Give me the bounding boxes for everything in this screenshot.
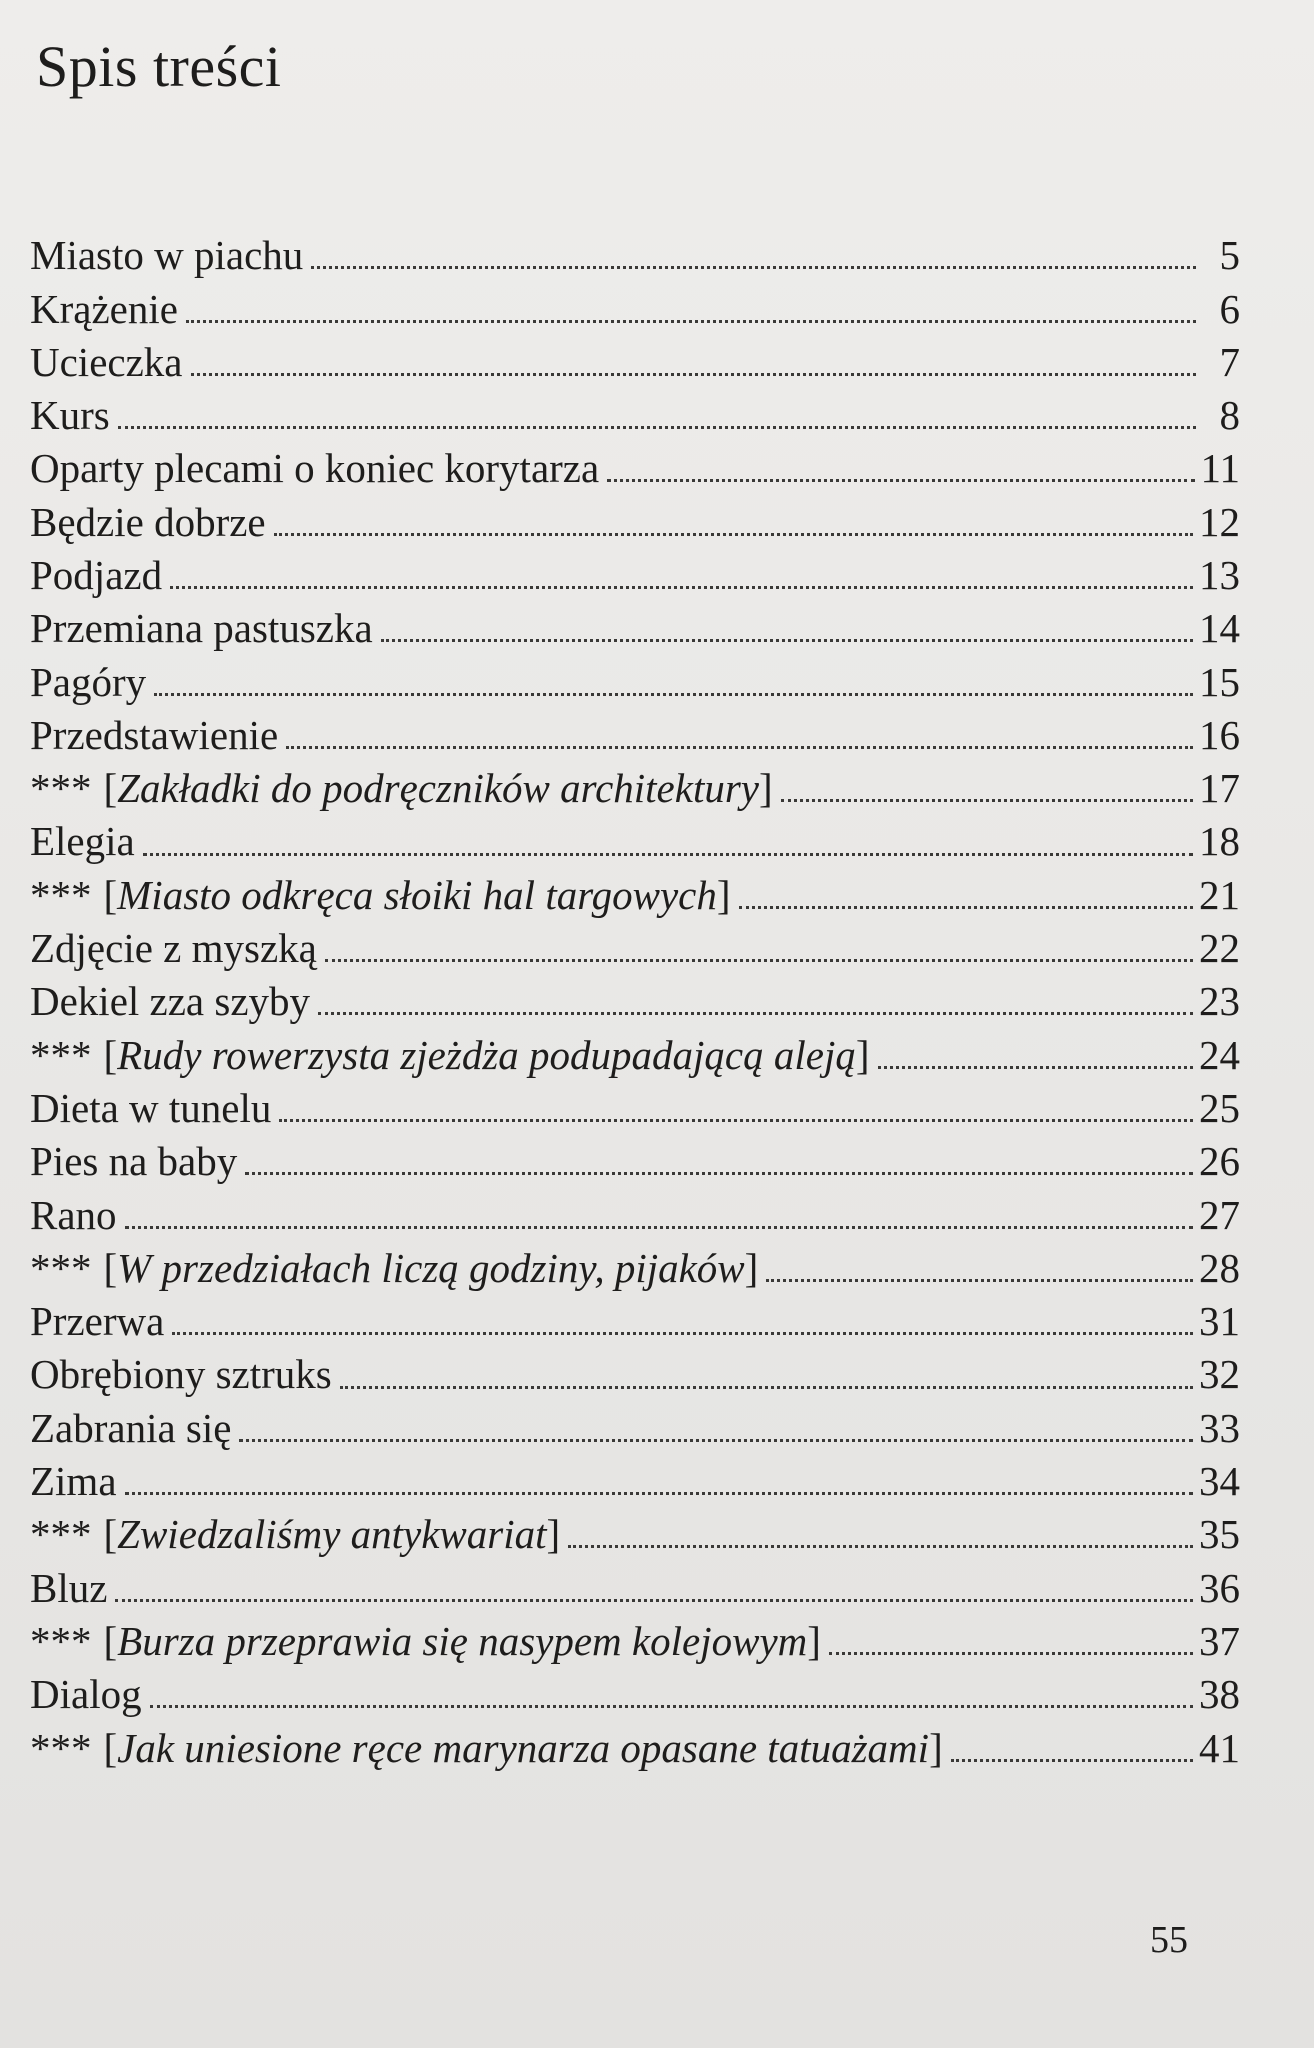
toc-entry-page: 12 (1199, 498, 1240, 545)
dot-leader (186, 320, 1196, 323)
toc-entry-title-text: Miasto odkręca słoiki hal targowych (117, 871, 717, 918)
dot-leader (381, 639, 1193, 642)
toc-entry-title: *** [Miasto odkręca słoiki hal targowych] (30, 871, 731, 918)
dot-leader (274, 533, 1193, 536)
toc-entry (30, 1024, 1240, 1077)
toc-entry-title: *** [W przedziałach liczą godziny, pijaków] (30, 1244, 759, 1291)
toc-entry-page: 21 (1199, 871, 1240, 918)
toc-entry-page: 17 (1199, 765, 1240, 812)
toc-entry-title: *** [Rudy rowerzysta zjeżdża podupadającą aleją] (30, 1031, 870, 1078)
toc-entry-page: 5 (1219, 232, 1240, 279)
toc-entry-title: Zima (30, 1458, 117, 1505)
toc-entry-title: *** [Jak uniesione ręce marynarza opasane tatuażami] (30, 1724, 943, 1771)
toc-entry-title: Przedstawienie (30, 711, 279, 758)
dot-leader (878, 1066, 1193, 1069)
toc-entry-page: 22 (1199, 925, 1240, 972)
toc-entry-page: 26 (1199, 1138, 1240, 1185)
dot-leader (325, 959, 1193, 962)
toc-entry (30, 1611, 1240, 1664)
dot-leader (239, 1439, 1193, 1442)
toc-entry-title: *** [Burza przeprawia się nasypem kolejowym] (30, 1617, 821, 1664)
toc-entry-title: Pagóry (30, 658, 147, 705)
table-of-contents (30, 225, 1240, 1771)
toc-entry (30, 1238, 1240, 1291)
dot-leader (286, 746, 1193, 749)
toc-entry (30, 491, 1240, 544)
toc-entry (30, 1557, 1240, 1610)
toc-entry-title: Pies na baby (30, 1138, 238, 1185)
toc-entry-page: 27 (1199, 1191, 1240, 1238)
dot-leader (154, 693, 1193, 696)
toc-entry-page: 15 (1199, 658, 1240, 705)
toc-entry (30, 225, 1240, 278)
toc-entry (30, 758, 1240, 811)
dot-leader (143, 853, 1193, 856)
toc-entry-title: Rano (30, 1191, 117, 1238)
toc-entry-title: Dialog (30, 1671, 142, 1718)
toc-entry-title: Krążenie (30, 285, 178, 332)
dot-leader (118, 426, 1196, 429)
untitled-marker: *** (30, 1511, 92, 1558)
toc-entry-page: 36 (1199, 1564, 1240, 1611)
toc-entry-title: *** [Zakładki do podręczników architektury] (30, 765, 773, 812)
toc-entry-title: Zabrania się (30, 1404, 232, 1451)
toc-entry-page: 24 (1199, 1031, 1240, 1078)
untitled-marker: *** (30, 1724, 92, 1771)
toc-entry-title: Miasto w piachu (30, 232, 304, 279)
untitled-marker: *** (30, 1244, 92, 1291)
toc-entry-page: 11 (1200, 445, 1240, 492)
dot-leader (781, 799, 1193, 802)
toc-entry-title: Obrębiony sztruks (30, 1351, 332, 1398)
dot-leader (568, 1545, 1193, 1548)
toc-entry (30, 1717, 1240, 1770)
dot-leader (311, 266, 1196, 269)
toc-entry-page: 38 (1199, 1671, 1240, 1718)
dot-leader (340, 1386, 1193, 1389)
toc-entry-page: 34 (1199, 1458, 1240, 1505)
toc-entry (30, 865, 1240, 918)
untitled-marker: *** (30, 1031, 92, 1078)
toc-entry-title: Będzie dobrze (30, 498, 266, 545)
untitled-marker: *** (30, 765, 92, 812)
dot-leader (191, 373, 1197, 376)
dot-leader (125, 1226, 1193, 1229)
toc-entry-page: 41 (1199, 1724, 1240, 1771)
untitled-marker: *** (30, 871, 92, 918)
toc-entry (30, 545, 1240, 598)
dot-leader (607, 479, 1194, 482)
toc-entry (30, 971, 1240, 1024)
dot-leader (245, 1172, 1193, 1175)
untitled-marker: *** (30, 1617, 92, 1664)
dot-leader (279, 1119, 1193, 1122)
toc-entry (30, 1078, 1240, 1131)
toc-entry (30, 1184, 1240, 1237)
dot-leader (951, 1759, 1193, 1762)
toc-entry-page: 7 (1219, 338, 1240, 385)
toc-entry (30, 1504, 1240, 1557)
dot-leader (170, 586, 1193, 589)
toc-entry-title: Przerwa (30, 1298, 165, 1345)
toc-entry-title: Elegia (30, 818, 135, 865)
page-number: 55 (1150, 1919, 1188, 1961)
toc-entry (30, 438, 1240, 491)
toc-entry-title-text: Zwiedzaliśmy antykwariat (117, 1511, 547, 1558)
toc-entry-page: 33 (1199, 1404, 1240, 1451)
toc-entry-page: 23 (1199, 978, 1240, 1025)
toc-entry-title-text: Jak uniesione ręce marynarza opasane tatuażami (117, 1724, 930, 1771)
toc-entry (30, 332, 1240, 385)
dot-leader (172, 1332, 1193, 1335)
toc-entry (30, 1131, 1240, 1184)
toc-entry-page: 28 (1199, 1244, 1240, 1291)
toc-entry (30, 705, 1240, 758)
toc-entry-page: 32 (1199, 1351, 1240, 1398)
toc-entry-title: Podjazd (30, 551, 163, 598)
dot-leader (766, 1279, 1193, 1282)
toc-entry (30, 1398, 1240, 1451)
toc-entry-page: 14 (1199, 605, 1240, 652)
dot-leader (115, 1599, 1193, 1602)
toc-entry (30, 918, 1240, 971)
toc-entry-title: Dekiel zza szyby (30, 978, 311, 1025)
toc-entry (30, 1291, 1240, 1344)
toc-entry (30, 1344, 1240, 1397)
page-title: Spis treści (36, 34, 282, 99)
dot-leader (125, 1492, 1193, 1495)
toc-entry-title: Kurs (30, 392, 110, 439)
toc-entry (30, 598, 1240, 651)
toc-entry-title: Bluz (30, 1564, 108, 1611)
dot-leader (739, 906, 1193, 909)
toc-entry (30, 651, 1240, 704)
toc-entry-title: Oparty plecami o koniec korytarza (30, 445, 600, 492)
toc-entry-title: *** [Zwiedzaliśmy antykwariat] (30, 1511, 561, 1558)
toc-entry (30, 1451, 1240, 1504)
toc-entry (30, 278, 1240, 331)
toc-entry-title: Zdjęcie z myszką (30, 925, 317, 972)
dot-leader (318, 1012, 1193, 1015)
toc-entry-title-text: W przedziałach liczą godziny, pijaków (117, 1244, 745, 1291)
toc-entry-title-text: Zakładki do podręczników architektury (117, 765, 759, 812)
toc-entry-title-text: Burza przeprawia się nasypem kolejowym (117, 1617, 808, 1664)
toc-entry-page: 18 (1199, 818, 1240, 865)
toc-entry-page: 37 (1199, 1617, 1240, 1664)
toc-entry-page: 35 (1199, 1511, 1240, 1558)
toc-entry-page: 16 (1199, 711, 1240, 758)
toc-entry-title-text: Rudy rowerzysta zjeżdża podupadającą aleją (117, 1031, 856, 1078)
dot-leader (150, 1705, 1193, 1708)
dot-leader (829, 1652, 1193, 1655)
toc-entry (30, 385, 1240, 438)
toc-entry-page: 25 (1199, 1084, 1240, 1131)
toc-entry-page: 13 (1199, 551, 1240, 598)
toc-entry (30, 811, 1240, 864)
toc-entry-page: 31 (1199, 1298, 1240, 1345)
toc-entry-page: 6 (1219, 285, 1240, 332)
toc-entry-title: Przemiana pastuszka (30, 605, 373, 652)
toc-entry (30, 1664, 1240, 1717)
toc-entry-page: 8 (1219, 392, 1240, 439)
toc-entry-title: Ucieczka (30, 338, 183, 385)
toc-entry-title: Dieta w tunelu (30, 1084, 272, 1131)
